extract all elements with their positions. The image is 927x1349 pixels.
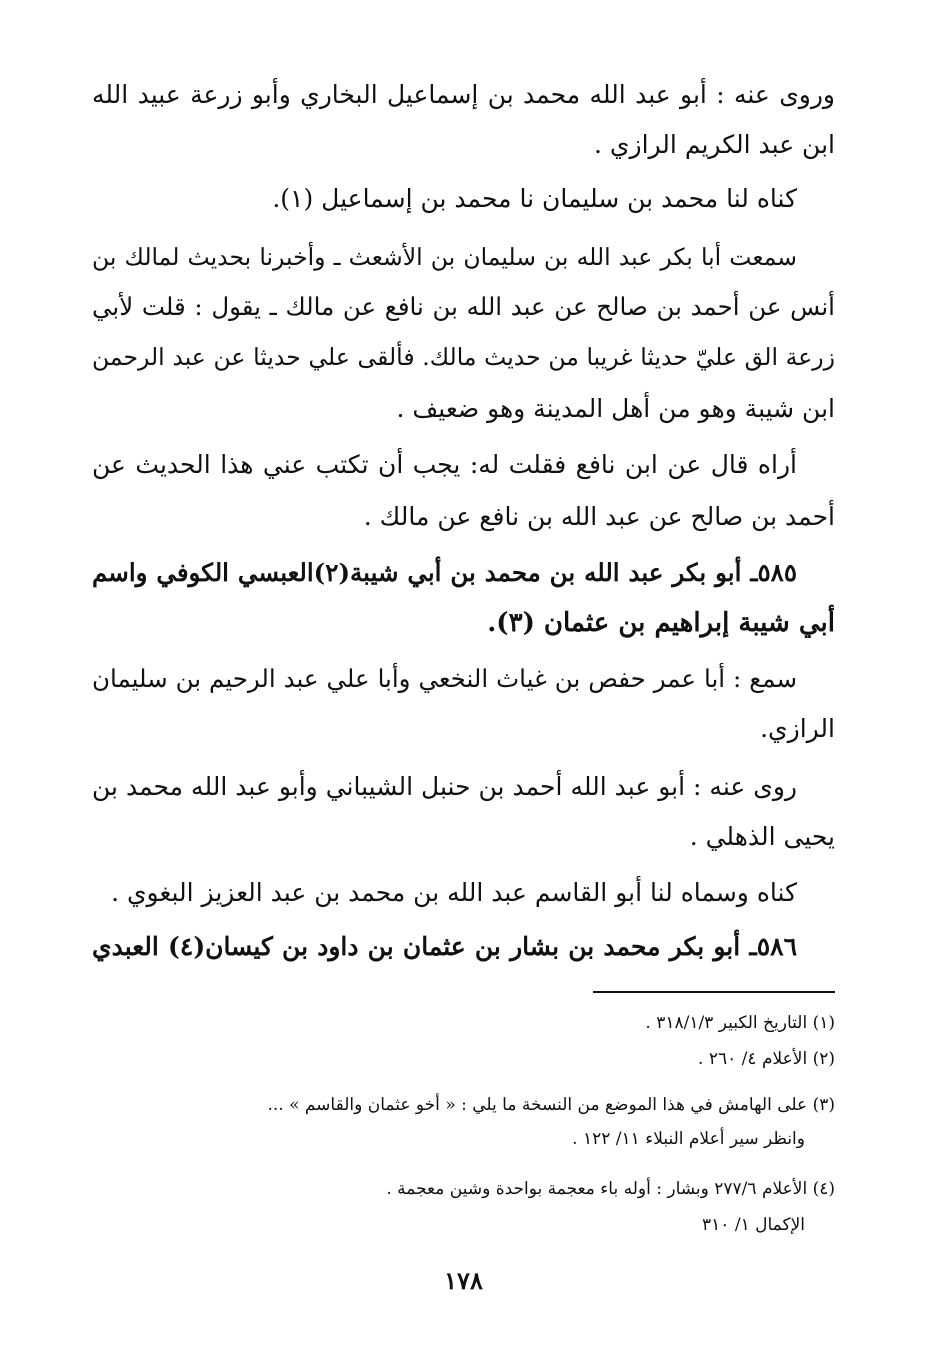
footnote: (٢) الأعلام ٤/ ٢٦٠ . [698,1049,835,1069]
body-line: سمع : أبا عمر حفص بن غياث النخعي وأبا علي عبد الرحيم بن سليمان [92,664,797,693]
body-line: ابن عبد الكريم الرازي . [594,130,835,159]
page-number: ١٧٨ [444,1266,483,1295]
body-line: ابن شيبة وهو من أهل المدينة وهو ضعيف . [396,394,835,423]
body-line: الرازي. [760,714,835,743]
footnote: الإكمال ١/ ٣١٠ [702,1215,805,1235]
body-line: كناه وسماه لنا أبو القاسم عبد الله بن محمد بن عبد العزيز البغوي . [111,878,797,907]
body-line: روى عنه : أبو عبد الله أحمد بن حنبل الشيباني وأبو عبد الله محمد بن [92,772,797,801]
body-line: أراه قال عن ابن نافع فقلت له: يجب أن تكتب عني هذا الحديث عن [92,450,797,479]
body-line: أنس عن أحمد بن صالح عن عبد الله بن نافع عن مالك ـ يقول : قلت لأبي [92,292,835,321]
body-line: زرعة الق عليّ حديثا غريبا من حديث مالك. فألقى علي حديثا عن عبد الرحمن [92,343,835,371]
body-line: أحمد بن صالح عن عبد الله بن نافع عن مالك . [363,502,835,531]
footnote-separator [593,991,835,993]
body-line: سمعت أبا بكر عبد الله بن سليمان بن الأشعث ـ وأخبرنا بحديث لمالك بن [92,243,797,271]
body-line: كناه لنا محمد بن سليمان نا محمد بن إسماعيل (١). [272,184,797,213]
footnote: (٣) على الهامش في هذا الموضع من النسخة ما يلي : « أخو عثمان والقاسم » ... [267,1095,835,1115]
entry-heading: أبي شيبة إبراهيم بن عثمان (٣). [487,608,835,638]
footnote: (١) التاريخ الكبير ٣١٨/١/٣ . [645,1013,835,1033]
entry-heading: ٥٨٦ـ أبو بكر محمد بن بشار بن عثمان بن داود بن كيسان(٤) العبدي [92,932,798,961]
body-line: يحيى الذهلي . [689,822,835,851]
footnote: (٤) الأعلام ٢٧٧/٦ وبشار : أوله باء معجمة بواحدة وشين معجمة . [386,1179,835,1199]
body-line: وروى عنه : أبو عبد الله محمد بن إسماعيل البخاري وأبو زرعة عبيد الله [92,80,835,109]
entry-heading: ٥٨٥ـ أبو بكر عبد الله بن محمد بن أبي شيبة(٢)العبسي الكوفي واسم [92,558,797,587]
footnote: وانظر سير أعلام النبلاء ١١/ ١٢٢ . [572,1129,805,1149]
